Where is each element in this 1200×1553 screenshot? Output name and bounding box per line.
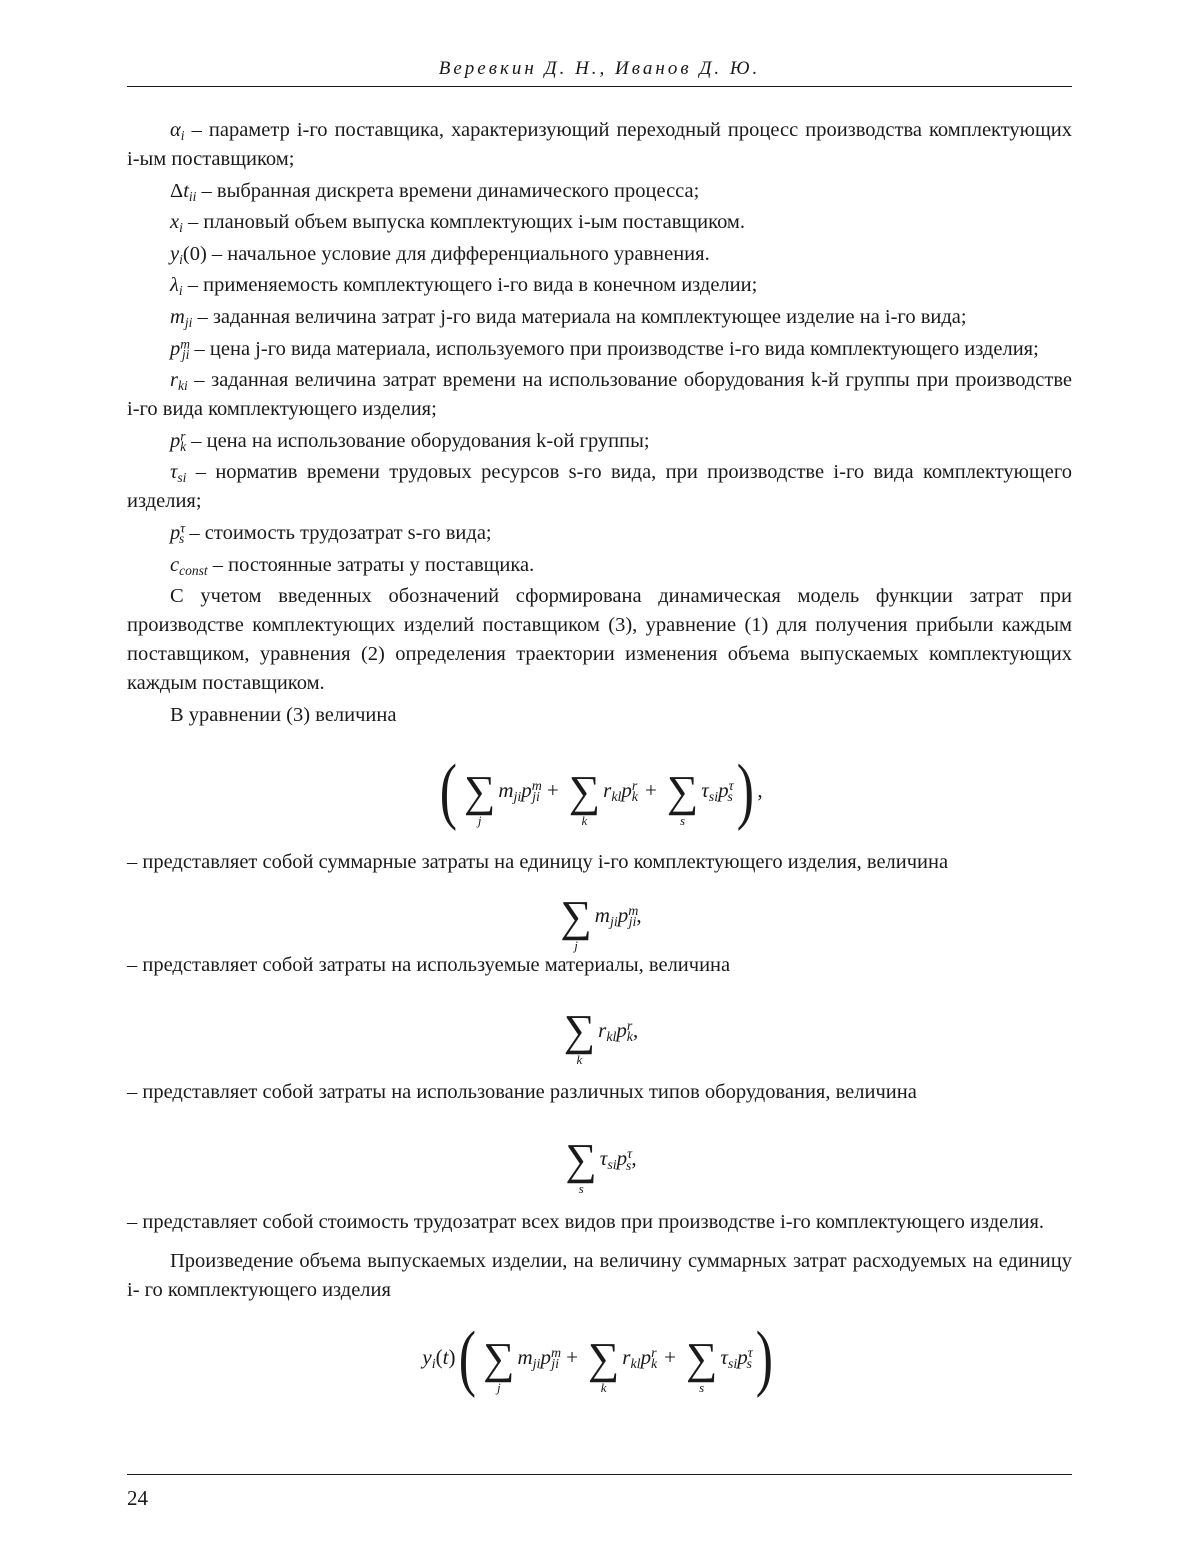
paragraph-model: С учетом введенных обозначений сформирована динамическая модель функции затрат при производстве комплектующих изделий поставщиком (3), уравнение (1) для получения прибыли каждым поставщиком, уравнения (2) определения траектории изменения объема выпускаемых комплектующих каждым поставщиком. — [127, 585, 1072, 695]
definition-delta-t — [127, 177, 1072, 206]
header-rule — [127, 86, 1072, 87]
symbol-c-const: $c_{const}$ — [170, 553, 208, 578]
definition-r — [127, 366, 1072, 424]
definition-text: – цена j-го вида материала, используемого при производстве i-го вида комплектующего изделия; — [194, 337, 1039, 360]
definition-text: – заданная величина затрат времени на использование оборудования k-й группы при производстве i-го вида комплектующего изделия; — [127, 369, 1072, 421]
definition-y0 — [127, 240, 1072, 269]
symbol-y-i-0: $y_i(0)$ — [170, 242, 207, 267]
formula-labor-cost: ∑ s $\tau_{si}p^\tau_s$, — [565, 1134, 637, 1196]
definition-m — [127, 303, 1072, 332]
running-header: Веревкин Д. Н., Иванов Д. Ю. — [438, 58, 761, 79]
symbol-p-s-tau: $p^\tau_s$ — [170, 520, 186, 546]
symbol-delta-t: $\Delta t_{ii}$ — [170, 179, 197, 204]
footer-rule — [127, 1474, 1072, 1475]
formula-product-volume-cost: $y_i(t)$ ( ∑ j $m_{ji}p^m_{ji}$ + ∑ k $r_{kl}p^r_k$ + ∑ s $\tau_{si}p^\tau_s$ ) — [422, 1316, 773, 1399]
definition-p-tau — [127, 519, 1072, 548]
paragraph-after-formula-4: – представляет собой стоимость трудозатрат всех видов при производстве i-го комплектующего изделия. — [127, 1210, 1045, 1233]
formula-materials-cost: ∑ j $m_{ji}p^m_{ji}$, — [560, 891, 642, 953]
definition-text: – заданная величина затрат j-го вида материала на комплектующее изделие на i-го вида; — [197, 305, 967, 328]
definition-alpha — [127, 116, 1072, 174]
symbol-tau-si: $\tau_{si}$ — [170, 461, 187, 486]
definition-p-m — [127, 335, 1072, 364]
page-body — [127, 116, 1072, 1408]
definition-text: – цена на использование оборудования k-ой группы; — [191, 429, 650, 452]
symbol-alpha-i: $\alpha_i$ — [170, 119, 185, 144]
definition-text: – постоянные затраты у поставщика. — [212, 553, 535, 576]
formula-total-unit-cost: ( ∑ j $m_{ji}p^m_{ji}$ + ∑ k $r_{kl}p^r_k$ + ∑ s $\tau_{si}p^\tau_s$ ) , — [440, 749, 763, 832]
symbol-p-k-r: $p^r_k$ — [170, 428, 187, 454]
definition-c-const — [127, 551, 1072, 580]
paragraph-after-formula-3: – представляет собой затраты на использование различных типов оборудования, величина — [127, 1081, 917, 1104]
formula-equipment-cost: ∑ k $r_{kl}p^r_k$, — [563, 1006, 639, 1068]
page-number: 24 — [127, 1486, 148, 1510]
symbol-m-ji: $m_{ji}$ — [170, 305, 193, 331]
paragraph-after-formula-1: – представляет собой суммарные затраты на единицу i-го комплектующего изделия, величина — [127, 850, 949, 873]
definition-text: – норматив времени трудовых ресурсов s-го вида, при производстве i-го вида комплектующего изделия; — [127, 461, 1073, 513]
definition-text: – параметр i-го поставщика, характеризующий переходный процесс производства комплектующих i-ым поставщиком; — [127, 119, 1072, 170]
paragraph-product: Произведение объема выпускаемых изделии, на величину суммарных затрат расходуемых на единицу i- го комплектующего изделия — [127, 1249, 1072, 1301]
definition-x — [127, 208, 1072, 237]
symbol-x-i: $x_i$ — [170, 211, 183, 236]
definition-text: – выбранная дискрета времени динамического процесса; — [201, 179, 700, 202]
definition-tau — [127, 458, 1072, 516]
definition-text: – стоимость трудозатрат s-го вида; — [189, 521, 492, 544]
definition-lambda — [127, 271, 1072, 300]
definition-text: – начальное условие для дифференциального уравнения. — [211, 242, 710, 265]
definition-p-r — [127, 427, 1072, 456]
definition-text: – плановый объем выпуска комплектующих i-ым поставщиком. — [188, 211, 746, 234]
definition-text: – применяемость комплектующего i-го вида в конечном изделии; — [187, 274, 758, 297]
symbol-r-ki: $r_{ki}$ — [170, 369, 188, 394]
paragraph-eq3-intro: В уравнении (3) величина — [170, 703, 397, 726]
symbol-p-ji-m: $p^m_{ji}$ — [170, 335, 191, 362]
symbol-lambda-i: $\lambda_i$ — [170, 274, 183, 299]
paragraph-after-formula-2: – представляет собой затраты на используемые материалы, величина — [127, 953, 731, 976]
